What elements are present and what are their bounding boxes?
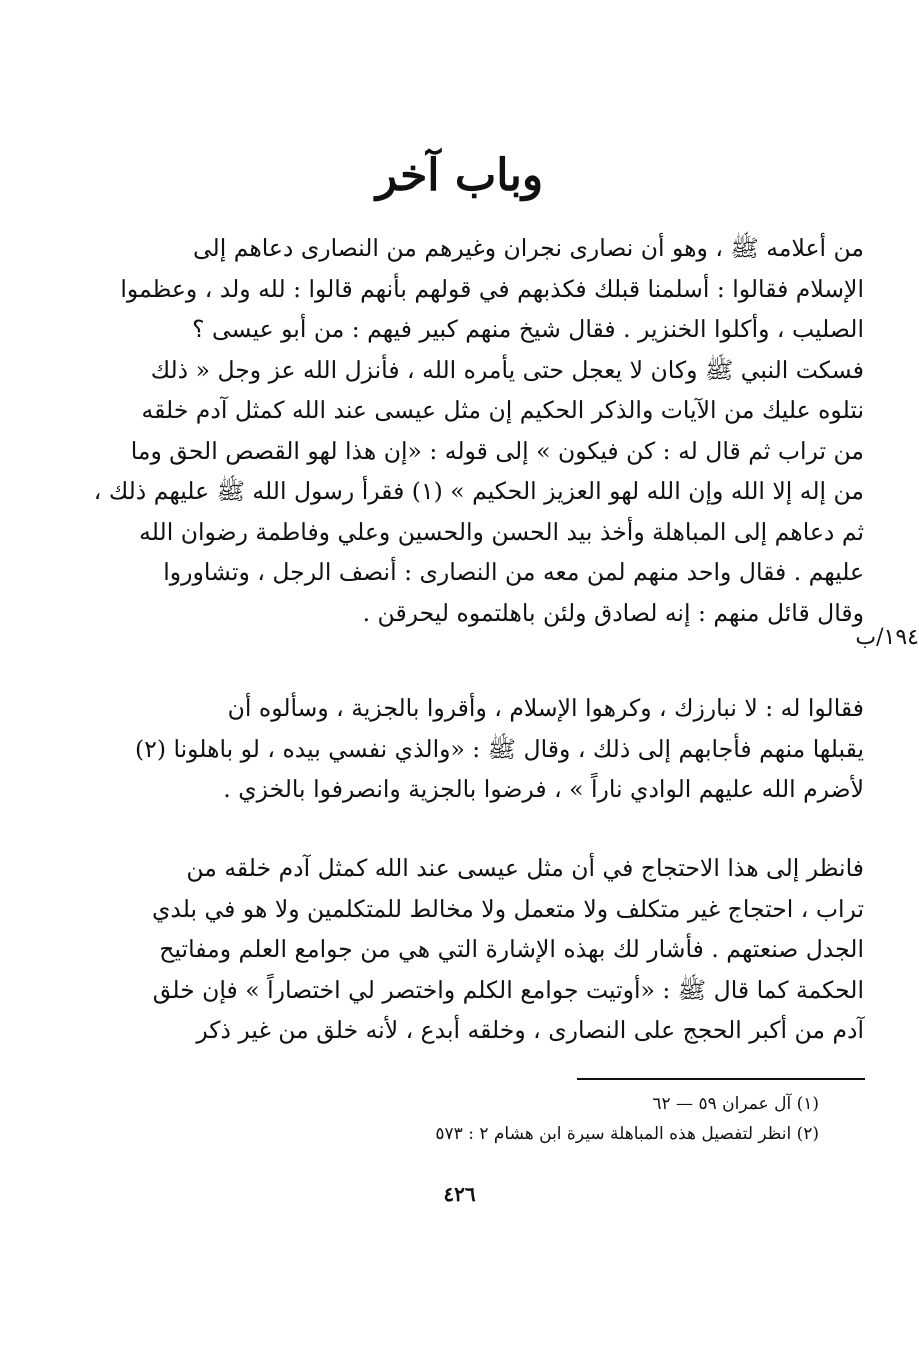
text-line: عليهم . فقال واحد منهم لمن معه من النصارى : أنصف الرجل ، وتشاوروا [163, 558, 864, 586]
paragraph-2 [135, 688, 864, 810]
text-line: فسكت النبي ﷺ وكان لا يعجل حتى يأمره الله ، فأنزل الله عز وجل « ذلك [150, 355, 864, 384]
paragraph-3 [148, 848, 864, 1051]
text-line: نتلوه عليك من الآيات والذكر الحكيم إن مثل عيسى عند الله كمثل آدم خلقه [141, 396, 864, 424]
page-number: ٤٢٦ [443, 1182, 476, 1206]
footnote-divider [577, 1078, 865, 1080]
text-line: آدم من أكبر الحجج على النصارى ، وخلقه أبدع ، لأنه خلق من غير ذكر [196, 1016, 864, 1044]
text-line: فانظر إلى هذا الاحتجاج في أن مثل عيسى عند الله كمثل آدم خلقه من [186, 854, 864, 882]
manuscript-folio-note: ١٩٤/ب [855, 625, 919, 650]
text-line: الحكمة كما قال ﷺ : «أوتيت جوامع الكلم واختصر لي اختصاراً » فإن خلق [152, 975, 864, 1004]
text-line: الجدل صنعتهم . فأشار لك بهذه الإشارة التي هي من جوامع العلم ومفاتيح [159, 935, 864, 963]
footnote-2: (٢) انظر لتفصيل هذه المباهلة سيرة ابن هشام ٢ : ٥٧٣ [435, 1124, 819, 1144]
paragraph-1 [93, 228, 864, 633]
text-line: فقالوا له : لا نبارزك ، وكرهوا الإسلام ، وأقروا بالجزية ، وسألوه أن [227, 694, 864, 722]
footnote-1: (١) آل عمران ٥٩ — ٦٢ [652, 1094, 819, 1114]
text-line: ثم دعاهم إلى المباهلة وأخذ بيد الحسن والحسين وعلي وفاطمة رضوان الله [139, 517, 864, 546]
text-line: الإسلام فقالوا : أسلمنا قبلك فكذبهم في قولهم بأنهم قالوا : لله ولد ، وعظموا [120, 274, 864, 303]
text-line: تراب ، احتجاج غير متكلف ولا متعمل ولا مخالط للمتكلمين ولا هو في بلدي [152, 894, 864, 923]
text-line: من تراب ثم قال له : كن فيكون » إلى قوله : «إن هذا لهو القصص الحق وما [130, 436, 864, 465]
section-heading: وباب آخر [375, 150, 544, 201]
text-line: الصليب ، وأكلوا الخنزير . فقال شيخ منهم كبير فيهم : من أبو عيسى ؟ [192, 315, 864, 343]
text-line: وقال قائل منهم : إنه لصادق ولئن باهلتموه ليحرقن . [362, 598, 864, 627]
text-line: لأضرم الله عليهم الوادي ناراً » ، فرضوا بالجزية وانصرفوا بالخزي . [223, 775, 864, 803]
text-line: من أعلامه ﷺ ، وهو أن نصارى نجران وغيرهم من النصارى دعاهم إلى [192, 234, 864, 262]
text-line: يقبلها منهم فأجابهم إلى ذلك ، وقال ﷺ : «والذي نفسي بيده ، لو باهلونا (٢) [135, 734, 864, 763]
text-line: من إله إلا الله وإن الله لهو العزيز الحكيم » (١) فقرأ رسول الله ﷺ عليهم ذلك ، [93, 477, 864, 505]
